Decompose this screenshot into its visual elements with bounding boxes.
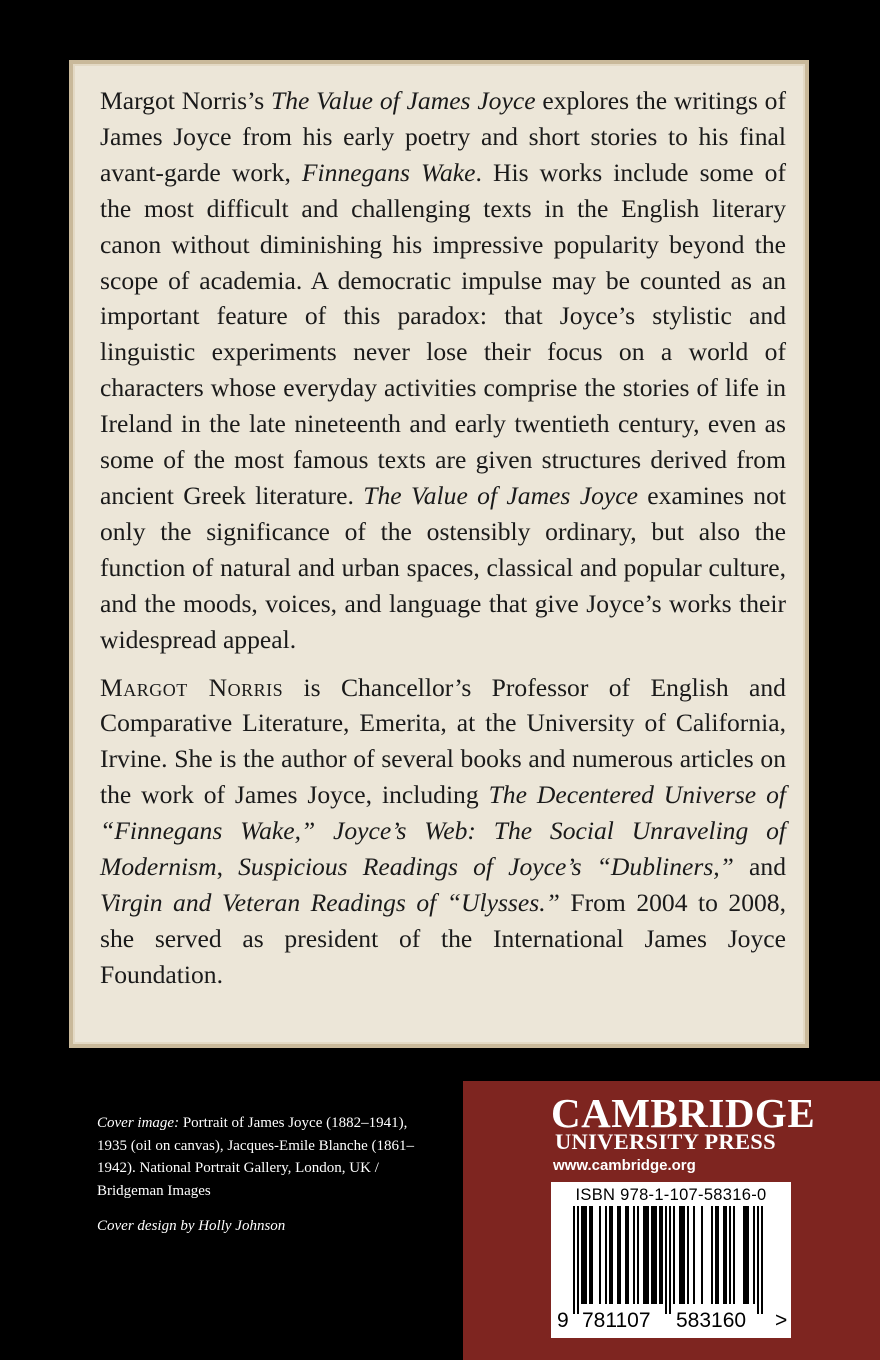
barcode-digit-group: 781107: [582, 1309, 651, 1332]
barcode-bar: [729, 1206, 731, 1304]
cover-credits: [97, 1112, 427, 1238]
barcode-bar: [693, 1206, 695, 1304]
text-run: The Value of James Joyce: [363, 480, 638, 510]
text-run: explores the writings of James Joyce from his early poetry and short stories to his final avant-garde work,: [100, 86, 786, 187]
barcode-icon: [551, 1206, 791, 1314]
barcode-bar: [669, 1206, 671, 1314]
barcode-bar: [659, 1206, 661, 1304]
barcode-bar: [747, 1206, 749, 1304]
barcode-bar: [673, 1206, 675, 1304]
text-run: The Decentered Universe of “Finnegans Wake,” Joyce’s Web: The Social Unraveling of Modernism: [100, 780, 786, 882]
barcode-bar: [745, 1206, 747, 1304]
barcode-bar: [683, 1206, 685, 1304]
barcode-bar: [585, 1206, 587, 1304]
text-run: Margot Norris’s: [100, 86, 271, 115]
text-run: The Value of James Joyce: [270, 86, 536, 115]
publisher-subtitle: UNIVERSITY PRESS: [555, 1129, 776, 1154]
cover-image-text: Portrait of James Joyce (1882–1941), 1935 (oil on canvas), Jacques-Emile Blanche (1861–1942). National Portrait Gallery, London, UK / Bridgeman Images: [97, 1115, 414, 1199]
barcode-bar: [599, 1206, 601, 1304]
barcode-bar: [609, 1206, 611, 1304]
barcode-digit-group: 583160: [676, 1309, 747, 1332]
barcode-bar: [679, 1206, 681, 1304]
barcode-bar: [665, 1206, 667, 1314]
barcode-bar: [733, 1206, 735, 1304]
description-text: [100, 83, 786, 993]
text-run: Margot Norris: [100, 672, 284, 702]
publisher-block: [463, 1081, 880, 1360]
cover-design-text: Cover design by Holly Johnson: [97, 1218, 286, 1235]
barcode-bar: [577, 1206, 579, 1314]
barcode-bar: [645, 1206, 647, 1304]
text-run: Finnegans Wake: [301, 157, 476, 187]
barcode-bar: [643, 1206, 645, 1304]
publisher-name: CAMBRIDGE: [551, 1090, 816, 1136]
cover-image-credit: [97, 1112, 427, 1202]
text-run: Suspicious Readings of Joyce’s “Dubliners,”: [238, 852, 734, 882]
barcode-bar: [717, 1206, 719, 1304]
barcode-bar: [633, 1206, 635, 1304]
book-description-paragraph: [100, 83, 786, 658]
text-run: . His works include some of the most difficult and challenging texts in the English literary canon without diminishing his impressive popularity beyond the scope of academia. A democratic impulse may be counted as an important feature of this paradox: that Joyce’s stylistic and linguistic experiments never lose their focus on a world of characters whose everyday activities comprise the stories of life in Ireland in the late nineteenth and early twentieth century, even as some of the most famous texts are given structures derived from ancient Greek literature.: [100, 157, 787, 510]
barcode-bar: [761, 1206, 763, 1314]
text-run: From 2004 to 2008, she served as president of the International James Joyce Foundation.: [100, 887, 786, 989]
barcode-bar: [647, 1206, 649, 1304]
text-run: and: [733, 852, 786, 882]
barcode-bar: [723, 1206, 725, 1304]
barcode-bar: [619, 1206, 621, 1304]
barcode-bar: [715, 1206, 717, 1304]
author-bio-paragraph: [100, 670, 786, 993]
text-run: Virgin and Veteran Readings of “Ulysses.”: [100, 887, 560, 917]
barcode-digit-group: 9: [557, 1309, 569, 1332]
barcode-bar: [589, 1206, 591, 1304]
barcode-bar: [605, 1206, 607, 1304]
barcode-bar: [591, 1206, 593, 1304]
barcode-bar: [743, 1206, 745, 1304]
barcode-bar: [701, 1206, 703, 1304]
barcode-bar: [637, 1206, 639, 1304]
barcode-bar: [651, 1206, 653, 1304]
barcode-bar: [653, 1206, 655, 1304]
barcode-bar: [573, 1206, 575, 1314]
cover-design-credit: [97, 1215, 427, 1238]
barcode-bar: [661, 1206, 663, 1304]
barcode-bar: [681, 1206, 683, 1304]
publisher-url: www.cambridge.org: [553, 1157, 696, 1174]
barcode-bar: [625, 1206, 627, 1304]
cover-image-label: Cover image:: [97, 1115, 180, 1131]
text-run: ,: [216, 852, 239, 882]
description-panel: [69, 60, 809, 1048]
barcode-bar: [753, 1206, 755, 1304]
barcode-bar: [725, 1206, 727, 1304]
barcode-bar: [757, 1206, 759, 1314]
barcode-box: [551, 1182, 791, 1338]
barcode-bar: [687, 1206, 689, 1304]
text-run: examines not only the significance of the ostensibly ordinary, but also the function of natural and urban spaces, classical and popular culture, and the moods, voices, and language that give Joyce’s works their widespread appeal.: [100, 480, 786, 654]
text-run: is Chancellor’s Professor of English and Comparative Literature, Emerita, at the University of California, Irvine. She is the author of several books and numerous articles on the work of James Joyce, including: [100, 672, 786, 810]
barcode-bar: [611, 1206, 613, 1304]
barcode-bar: [627, 1206, 629, 1304]
isbn-label: ISBN 978-1-107-58316-0: [575, 1186, 767, 1204]
barcode-bar: [617, 1206, 619, 1304]
barcode-digit-group: >: [775, 1309, 788, 1332]
barcode-bar: [581, 1206, 583, 1304]
barcode-bar: [711, 1206, 713, 1304]
barcode-bar: [583, 1206, 585, 1304]
barcode-bar: [655, 1206, 657, 1304]
